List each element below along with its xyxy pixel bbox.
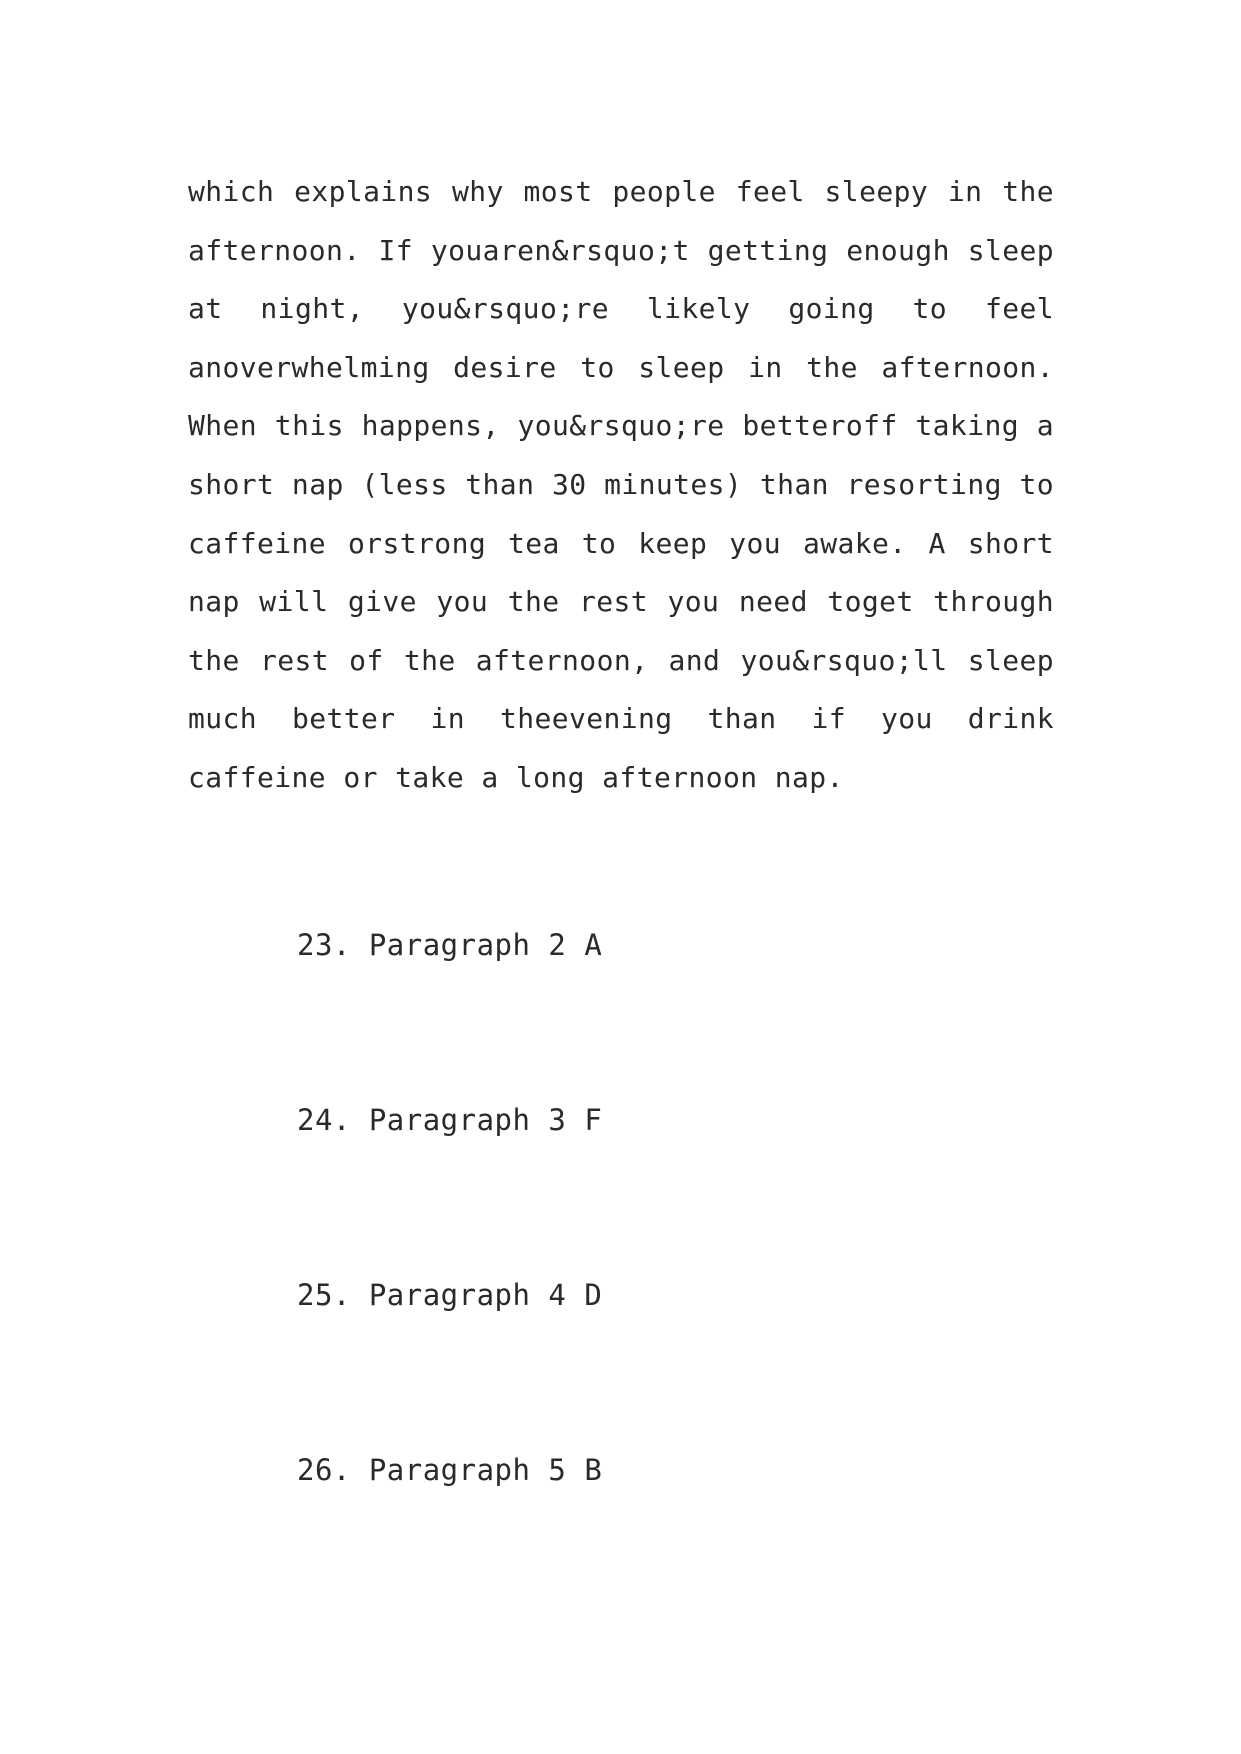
paragraph-line: at night, you&rsquo;re likely going to feel [188, 292, 1054, 326]
paragraph-line: short nap (less than 30 minutes) than resorting to [188, 467, 1054, 501]
answer-item: 26. Paragraph 5 B [297, 1453, 603, 1487]
body-paragraph [188, 163, 1054, 808]
paragraph-line: which explains why most people feel sleepy in the [188, 175, 1054, 208]
paragraph-line: nap will give you the rest you need toget through [188, 585, 1054, 619]
paragraph-line: the rest of the afternoon, and you&rsquo;ll sleep [188, 643, 1054, 677]
paragraph-line: When this happens, you&rsquo;re betteroff taking a [188, 409, 1054, 443]
paragraph-line: afternoon. If youaren&rsquo;t getting enough sleep [188, 233, 1054, 267]
answer-item: 25. Paragraph 4 D [297, 1278, 603, 1312]
answer-item: 24. Paragraph 3 F [297, 1103, 603, 1137]
answer-item: 23. Paragraph 2 A [297, 928, 603, 962]
paragraph-line: caffeine orstrong tea to keep you awake. A short [188, 526, 1054, 560]
paragraph-line: caffeine or take a long afternoon nap. [188, 760, 844, 794]
paragraph-line: much better in theevening than if you drink [188, 702, 1054, 736]
paragraph-line: anoverwhelming desire to sleep in the afternoon. [188, 350, 1054, 384]
